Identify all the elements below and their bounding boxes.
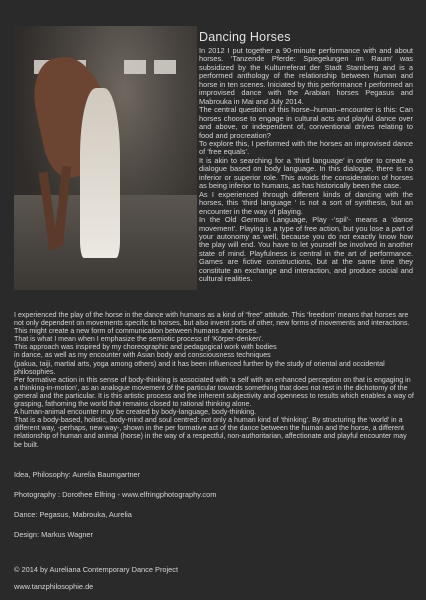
paragraph: The central question of this horse–human–encounter is this: Can horses choose to engage in cultural acts and playful dance over and above, or independent of, conventional drives relating to food and procreation? [199,105,413,140]
body-text [14,311,414,449]
credit-idea: Idea, Philosophy: Aurelia Baumgartner [14,470,141,479]
window [154,60,176,74]
paragraph: Per formative action in this sense of body-thinking is associated with ‘a self with an enhanced perception on that is engaging in a thinking-in-motion’, as an analogue movement of the particular towards something that does not rest in the dichotomy of the general and the particular. It is this artistic process and the inherent subjectivity and openness to results which enables a way of grasping, fathoming the world that remains closed to rational thinking alone. [14,375,414,409]
paragraph: in dance, as well as my encounter with Asian body and consciousness techniques [14,351,271,360]
copyright: © 2014 by Aureliana Contemporary Dance Project [14,565,179,574]
paragraph: I experienced the play of the horse in the dance with humans as a kind of “free” attitude. This ‘freedom’ means that horses are not only dependent on movements specific to horses, but also invent sorts of other, new forms of movements and interactions. This might create a new form of communication between humans and horses. [14,311,410,336]
dancer-figure [80,88,120,258]
intro-text [199,47,413,284]
paragraph: It is akin to searching for a ‘third language’ in order to create a dialogue based on body language. In this dialogue, there is no inferior or superior role. This avoids the consideration of horses as being inferior to humans, as has historically been the case. [199,155,413,191]
window [124,60,146,74]
credit-design: Design: Markus Wagner [14,530,93,539]
page-title: Dancing Horses [199,30,291,44]
paragraph: As I experienced through different kinds of dancing with the horses, this ‘third language ‘ is not a sort of synthesis, but an encounter in the way of playing. [199,189,413,216]
paragraph: In 2012 I put together a 90-minute performance with and about horses. ‘Tanzende Pferde: Spiegelungen im Raum’ was subsidized by the Kulturreferat der Stadt Starnberg and is a performed anthology of the relationship between human and horse in ten scenes. Iniciated by this performance I performed an improvised dance with the Arabian horses Pegasus and Mabrouka in Mai and July 2014. [199,46,413,106]
credit-photography: Photography : Dorothee Elfring - www.elfringphotography.com [14,490,217,499]
paragraph: In the Old German Language, Play -‘spil’- means a ‘dance movement’. Playing is a type of free action, but you lose a part of your autonomy as well, because you do not exactly know how the play will end. You have to let yourself be involved in another state of mind. Playfulness is central in the art of performance. Games are fictive constructions, but at the same time they constitute an exchange and interaction, and produce social and cultural realities. [199,215,413,284]
website-link[interactable]: www.tanzphilosophie.de [14,582,94,591]
credit-dance: Dance: Pegasus, Mabrouka, Aurelia [14,510,132,519]
paragraph: To explore this, I performed with the horses an improvised dance of ‘free equals’. [199,138,413,157]
paragraph: That is what I mean when I emphasize the semiotic process of ‘Körper-denken’. [14,335,264,344]
paragraph: A human-animal encounter may be created by body-language, body-thinking. [14,408,257,417]
paragraph: That is a body-based, holistic, body-mind and soul centred: not only a human kind of ‘thinking’. By structuring the ‘world’ in a different way, -perhaps, new way-, shown in the per formative act of the dance between the human and the horse, a different relationship of human and animal (horse) in the way of a respectful, non-authoritarian, affectionate and playful encounter may be built. [14,416,407,449]
paragraph: (pakua, taiji, martial arts, yoga among others) and it has been influenced further by the study of oriental and occidental philosophies. [14,359,385,376]
paragraph: This approach was inspired by my choreographic and pedagogical work with bodies [14,343,277,352]
hero-photo [14,26,197,290]
